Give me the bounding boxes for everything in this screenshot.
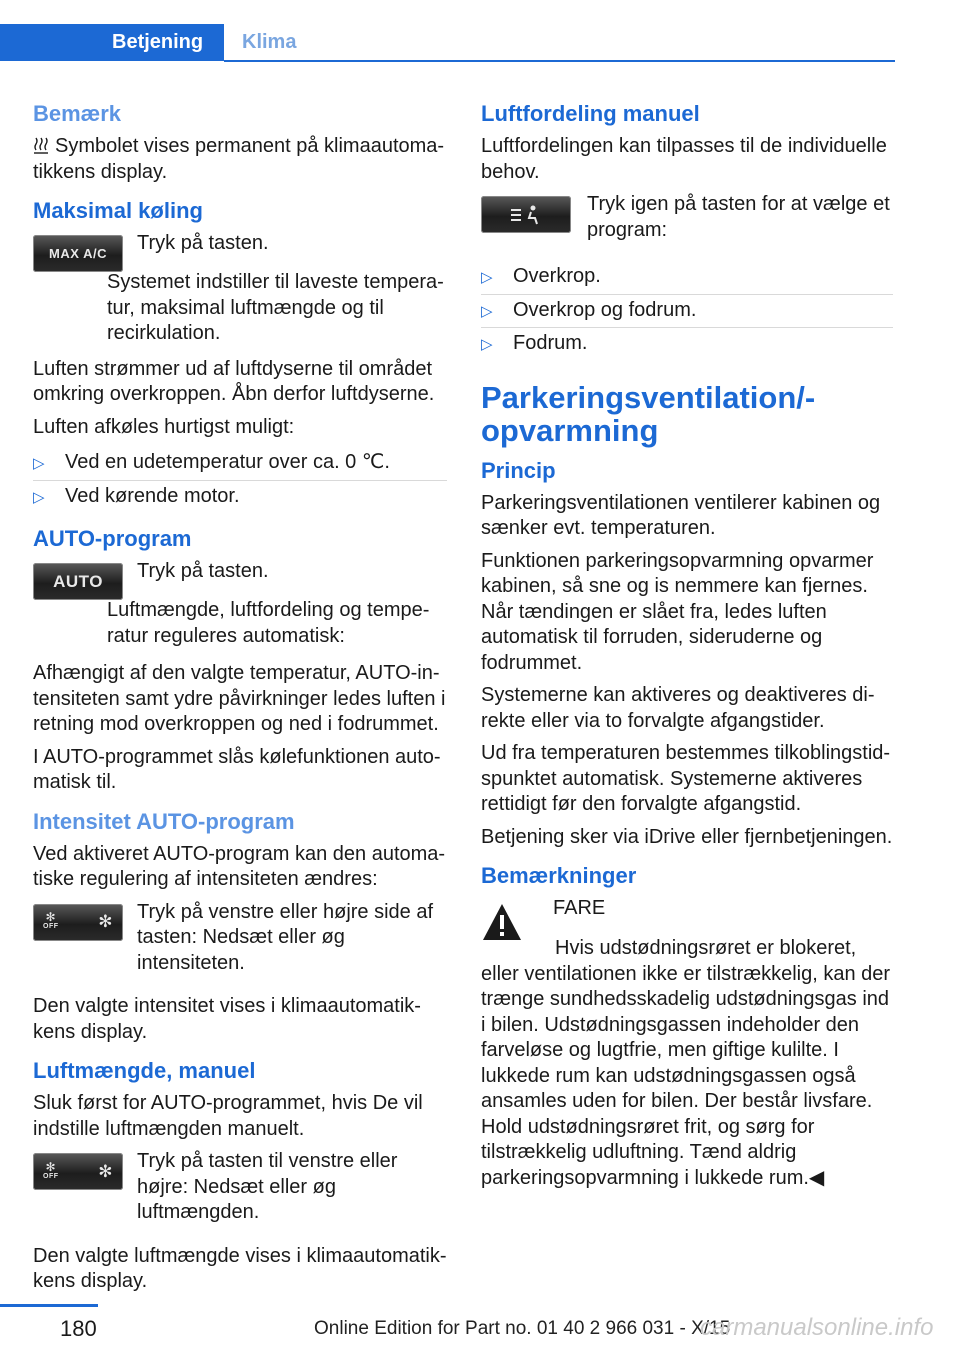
- note-title: Bemærk: [33, 101, 122, 126]
- max-conditions-list: [33, 447, 447, 513]
- list-item: ▷ Overkrop og fodrum.: [481, 295, 893, 329]
- princip-title: Princip: [481, 457, 556, 483]
- airflow-intro: Sluk først for AUTO-programmet, hvis De vil indstille luftmængden manuelt.: [33, 1092, 423, 1140]
- tab-klima[interactable]: Klima: [242, 31, 297, 53]
- notes-title: Bemærkninger: [481, 863, 637, 888]
- max-cooling-title: Maksimal køling: [33, 198, 203, 223]
- intensity-key-image: [33, 904, 123, 941]
- princip-paragraph-5: Betjening sker via iDrive eller fjernbetjeningen.: [481, 825, 893, 848]
- footer-rule: [0, 1304, 98, 1307]
- note-paragraph: [33, 134, 447, 185]
- list-item: ▷ Overkrop.: [481, 261, 893, 295]
- air-distribution-icon: [509, 204, 543, 226]
- max-ac-key-image: MAX A/C: [33, 235, 123, 272]
- intensity-display-text: Den valgte intensitet vises i klimaautomatikkens display.: [33, 995, 421, 1043]
- max-press-text: Tryk på tasten.: [137, 232, 269, 254]
- airflow-instructions: Tryk på tasten til venstre eller højre: Nedsæt eller øg luftmængden.: [137, 1150, 398, 1223]
- intensity-instructions: Tryk på venstre eller højre side af tasten: Nedsæt eller øg intensiteten.: [137, 900, 434, 974]
- fan-large-icon: ✻: [98, 912, 113, 932]
- airflow-key-image: [33, 1153, 123, 1190]
- airflow-title: Luftmængde, manuel: [33, 1058, 256, 1083]
- max-system-text: Systemet indstiller til laveste temperatur, maksimal luftmængde og til recirkulation.: [107, 271, 444, 344]
- intensity-intro: Ved aktiveret AUTO-program kan den automatiske regulering af intensiteten ændres:: [33, 842, 446, 890]
- tab-betjening[interactable]: Betjening: [0, 24, 224, 61]
- princip-paragraph-4: Ud fra temperaturen bestemmes tilkoblingstidspunktet automatisk. Systemerne aktiveres rettidigt før den forvalgte afgangstid.: [481, 742, 891, 815]
- auto-program-title: AUTO-program: [33, 526, 192, 551]
- page-header: [0, 0, 895, 62]
- distribution-row: [481, 192, 893, 249]
- distribution-list: [481, 261, 893, 361]
- off-label: OFF: [43, 923, 59, 930]
- distribution-instructions: Tryk igen på tasten for at vælge et program:: [587, 193, 890, 241]
- triangle-bullet-icon: ▷: [33, 488, 45, 506]
- page-number: 180: [60, 1316, 97, 1341]
- triangle-bullet-icon: ▷: [33, 455, 45, 472]
- intensity-title: Intensitet AUTO-program: [33, 808, 295, 834]
- fare-text: Hvis udstødningsrøret er blokeret, eller ventilationen ikke er tilstrækkelig, kan der trænge sundhedsskadelig udstødningsgas ind i bilen. Udstødningsgassen indeholder den farveløse og lugtfrie, men giftige kulilte. I lukkede rum kan udstødningsgassen også ansamles uden for bilen. Der består livsfare. Hold udstødningsrøret frit, og sørg for tilstrækkelig udluftning. Tænd aldrig parkeringsopvarmning i lukkede rum.◀: [481, 937, 891, 1189]
- watermark: carmanualsonline.info: [700, 1314, 934, 1341]
- auto-row: [33, 559, 447, 600]
- fan-small-icon: ✻: [45, 910, 57, 924]
- princip-paragraph-3: Systemerne kan aktiveres og deaktiveres direkte eller via to forvalgte afgangstider.: [481, 684, 875, 732]
- auto-cooling-text: I AUTO-programmet slås kølefunktionen automatisk til.: [33, 745, 441, 793]
- princip-paragraph-1: Parkeringsventilationen ventilerer kabinen og sænker evt. temperaturen.: [481, 491, 881, 539]
- fan-small-icon: ✻: [45, 1159, 57, 1174]
- triangle-bullet-icon: ▷: [481, 302, 493, 320]
- distribution-title: Luftfordeling manuel: [481, 101, 700, 126]
- airflow-display-text: Den valgte luftmængde vises i klimaautomatikkens display.: [33, 1244, 447, 1292]
- auto-key-image: AUTO: [33, 563, 123, 600]
- auto-direction-text: Afhængigt af den valgte temperatur, AUTO-intensiteten samt ydre påvirkninger ledes luften i retning mod overkroppen og ned i fodrummet.: [33, 662, 446, 735]
- max-airflow-text: Luften strømmer ud af luftdyserne til området omkring overkroppen. Åbn derfor luftdyserne.: [33, 357, 435, 405]
- edition-text: Online Edition for Part no. 01 40 2 966 031 - X/15: [314, 1318, 731, 1339]
- max-cooling-fastest-text: Luften afkøles hurtigst muligt:: [33, 415, 295, 438]
- triangle-bullet-icon: ▷: [481, 269, 493, 286]
- distribution-intro: Luftfordelingen kan tilpasses til de individuelle behov.: [481, 135, 887, 183]
- list-item: ▷ Fodrum.: [481, 328, 893, 361]
- recirculation-symbol-icon: [33, 136, 49, 154]
- triangle-bullet-icon: ▷: [481, 336, 493, 353]
- fare-label: FARE: [553, 897, 606, 919]
- auto-regulation-text: Luftmængde, luftfordeling og temperatur reguleres automatisk:: [107, 599, 430, 647]
- auto-press-text: Tryk på tasten.: [137, 560, 269, 582]
- header-rule: [224, 60, 895, 62]
- intensity-row: [33, 900, 447, 983]
- list-item: ▷ Ved en udetemperatur over ca. 0 ℃.: [33, 447, 447, 481]
- max-ac-row: [33, 231, 447, 272]
- princip-paragraph-2: Funktionen parkeringsopvarmning opvarmer kabinen, så sne og is nemmere kan fjernes. Når tændingen er slået fra, ledes luften automatisk til forruden, sideruderne og fodrummet.: [481, 549, 874, 674]
- warning-triangle-icon: [481, 902, 523, 942]
- note-text: Symbolet vises permanent på klimaautomatikkens display.: [33, 135, 445, 183]
- distribution-key-image: [481, 196, 571, 233]
- fan-large-icon: ✻: [98, 1161, 113, 1181]
- right-column: [481, 100, 893, 1198]
- airflow-row: [33, 1149, 447, 1232]
- list-item: ▷ Ved kørende motor.: [33, 481, 447, 514]
- off-label: OFF: [43, 1172, 59, 1180]
- left-column: [33, 100, 447, 1302]
- parking-heading: Parkeringsventilation/-opvarmning: [481, 379, 816, 448]
